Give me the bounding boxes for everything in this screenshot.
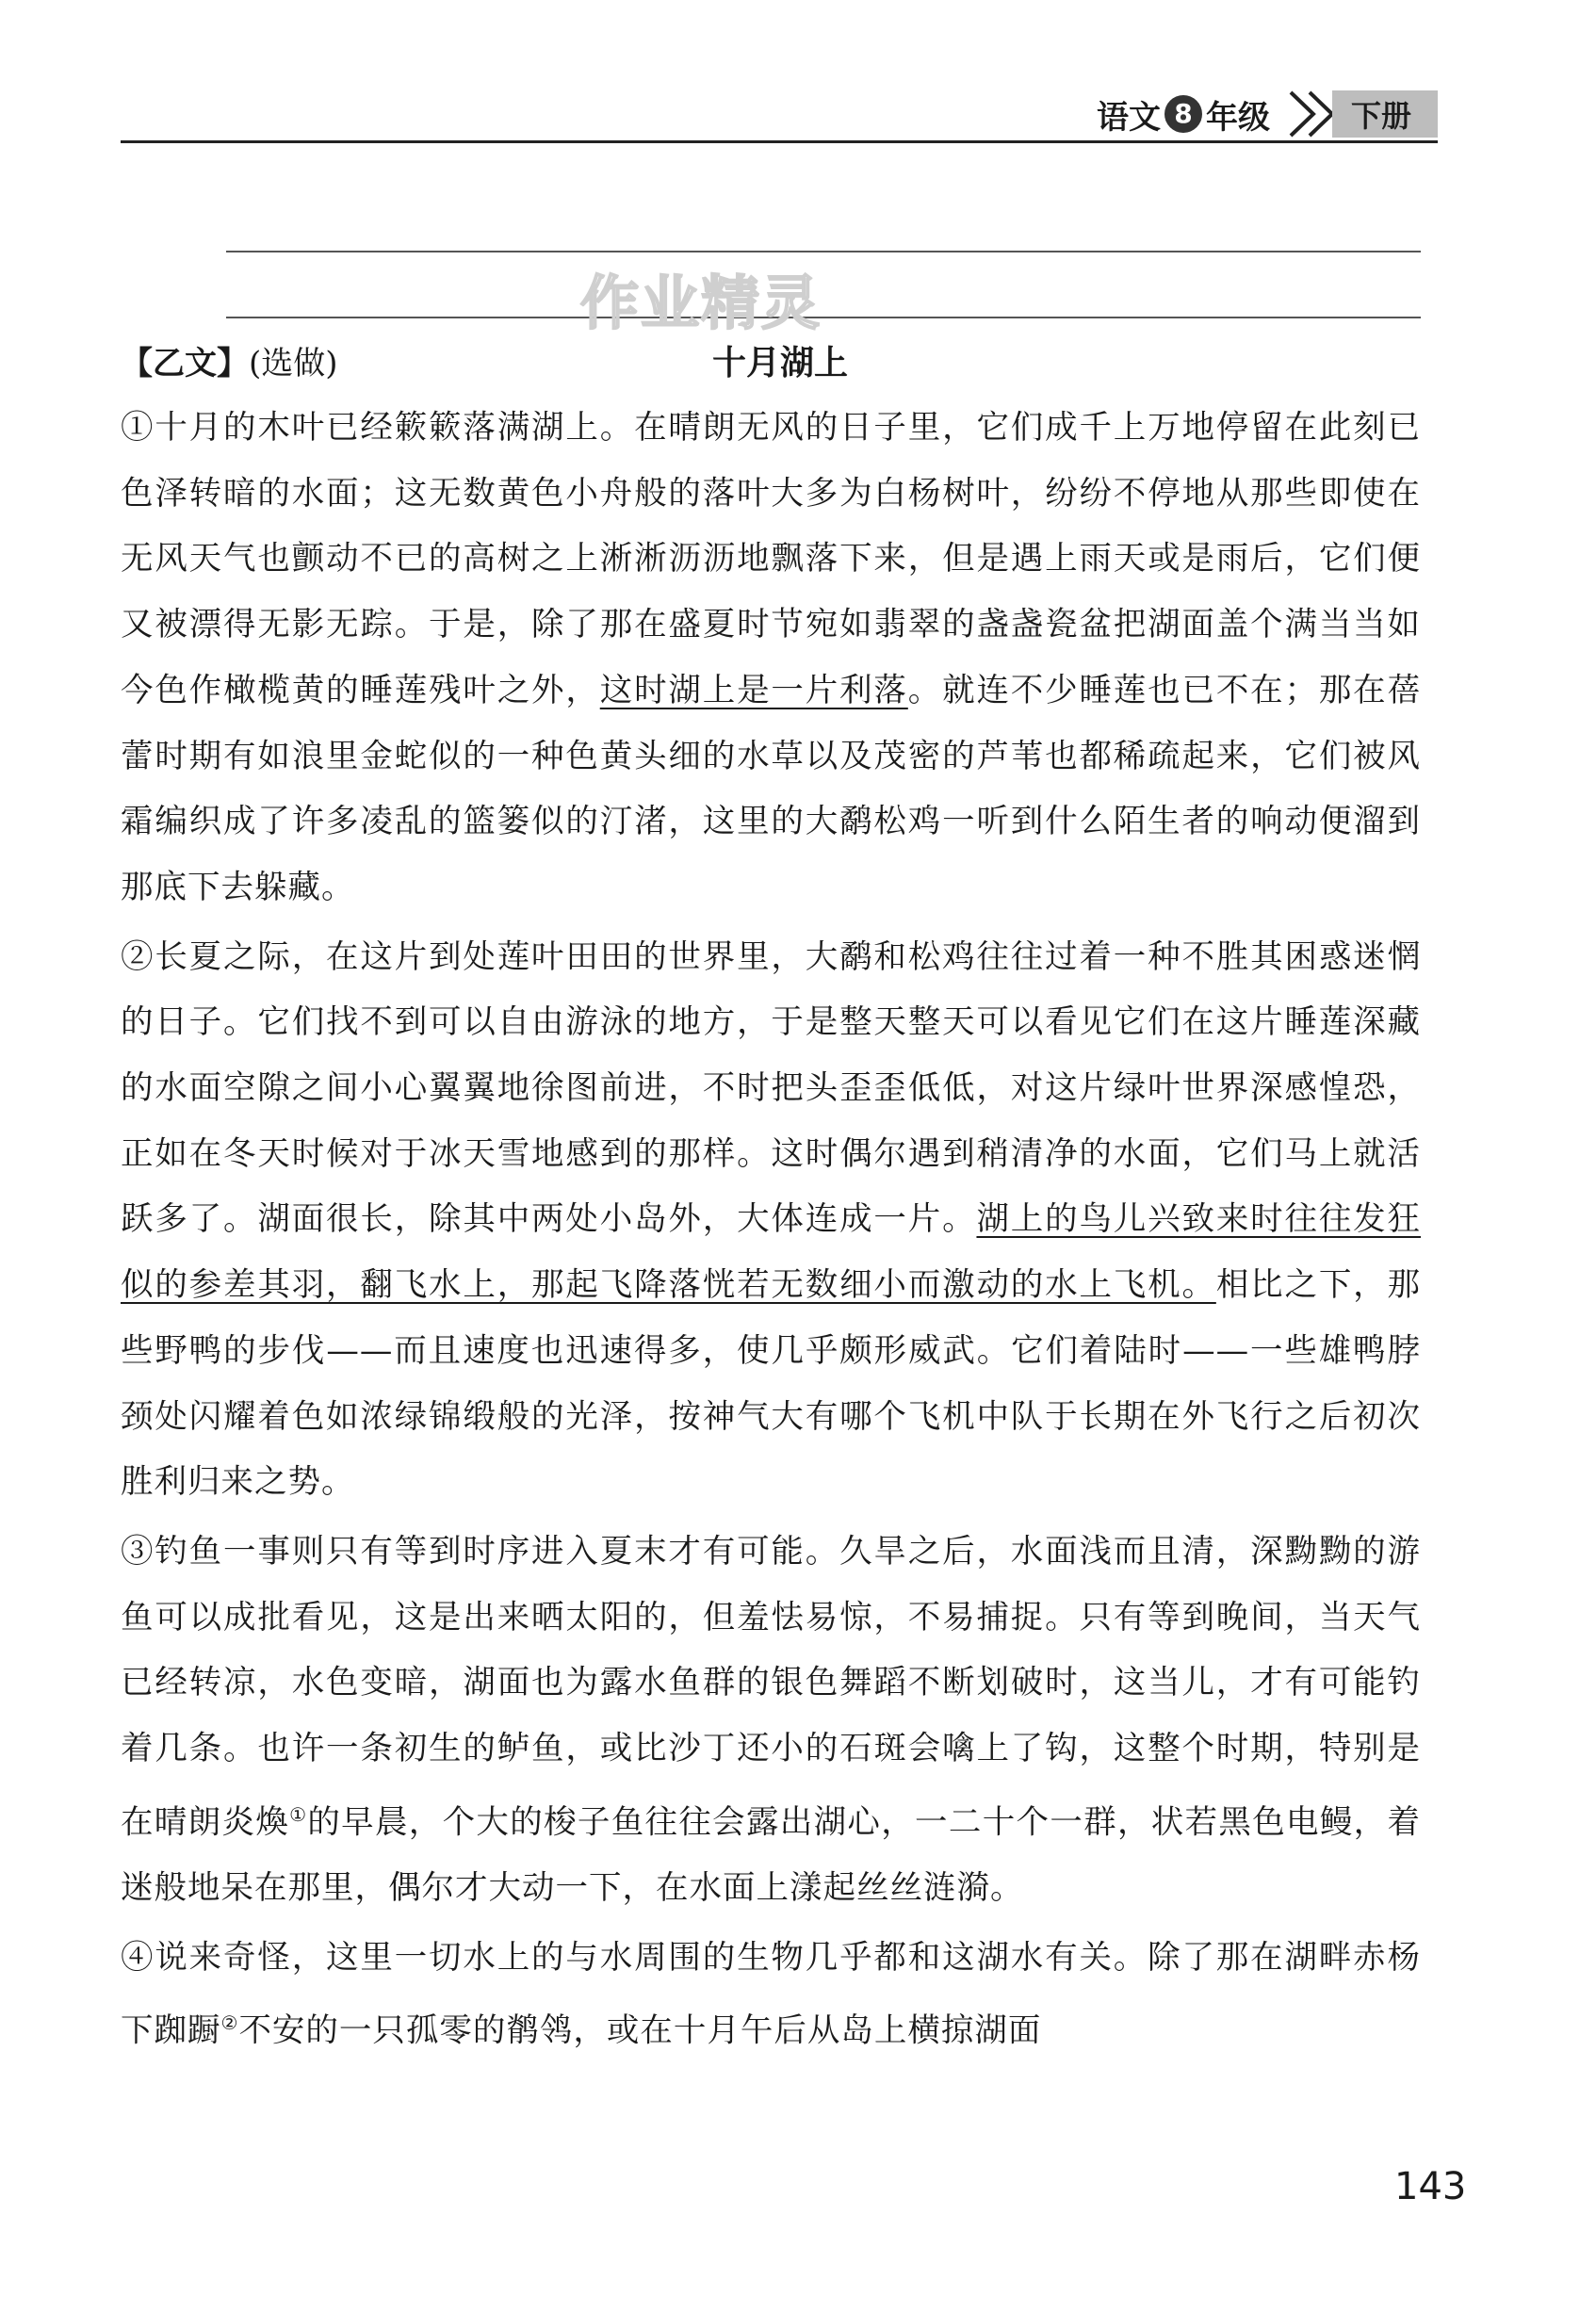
page-header — [121, 90, 1438, 143]
underlined-sentence: 这时湖上是一片利落 — [599, 671, 908, 709]
section-title-row — [121, 337, 1440, 394]
section-label-text: 乙文 — [153, 345, 217, 383]
answer-line — [226, 251, 1421, 252]
paragraph-3 — [121, 1520, 1421, 1922]
paragraph-text: ②长夏之际，在这片到处莲叶田田的世界里，大鹬和松鸡往往过着一种不胜其困惑迷惘的日子。它们找不到可以自由游泳的地方，于是整天整天可以看见它们在这片睡莲深藏的水面空隙之间小心翼翼地徐图前进，不时把头歪歪低低，对这片绿叶世界深感惶恐，正如在冬天时候对于冰天雪地感到的那样。这时偶尔遇到稍清净的水面，它们马上就活跃多了。湖面很长，除其中两处小岛外，大体连成一片。 — [121, 937, 1421, 1239]
paragraph-text: 不安的一只孤零的鹡鸰，或在十月午后从岛上横掠湖面 — [238, 2011, 1042, 2050]
paragraph-text: ③钓鱼一事则只有等到时序进入夏末才有可能。久旱之后，水面浅而且清，深黝黝的游鱼可以成批看见，这是出来晒太阳的，但羞怯易惊，不易捕捉。只有等到晚间，当天气已经转凉，水色变暗，湖面也为露水鱼群的银色舞蹈不断划破时，这当儿，才有可能钓着几条。也许一条初生的鲈鱼，或比沙丁还小的石斑会噙上了钩，这整个时期，特别是在晴朗炎煥 — [121, 1532, 1421, 1842]
article-title: 十月湖上 — [711, 344, 848, 383]
paragraph-text: 。就连不少睡莲也已不在；那在蓓蕾时期有如浪里金蛇似的一种色黄头细的水草以及茂密的芦苇也都稀疏起来，它们被风霜编织成了许多凌乱的篮篓似的汀渚，这里的大鹬松鸡一听到什么陌生者的响动便溜到那底下去躲藏。 — [121, 671, 1422, 906]
volume-tab: 下册 — [1332, 90, 1438, 138]
section-label: 【乙文】(选做) — [121, 345, 338, 383]
grade-badge: 8 — [1164, 95, 1202, 133]
article-body — [121, 396, 1421, 2069]
grade-label: 年级 — [1205, 98, 1270, 137]
footnote-marker: ② — [220, 2011, 239, 2035]
subject-label: 语文 — [1096, 98, 1161, 137]
paragraph-text: 相比之下，那些野鸭的步伐——而且速度也迅速得多，使几乎颇形威武。它们着陆时——一些雄鸭脖颈处闪耀着色如浓绿锦缎般的光泽，按神气大有哪个飞机中队于长期在外飞行之后初次胜利归来之势。 — [121, 1266, 1422, 1502]
paragraph-2 — [121, 925, 1421, 1516]
watermark: 作业精灵 — [580, 269, 822, 337]
header-rule — [121, 140, 1438, 143]
paragraph-text: ④说来奇怪，这里一切水上的与水周围的生物几乎都和这湖水有关。除了那在湖畔赤杨下踟蹰 — [121, 1938, 1421, 2050]
page-number: 143 — [1394, 2165, 1467, 2208]
paragraph-4 — [121, 1926, 1421, 2065]
paragraph-text: 的早晨，个大的梭子鱼往往会露出湖心，一二十个一群，状若黑色电鳗，着迷般地呆在那里，偶尔才大动一下，在水面上漾起丝丝涟漪。 — [121, 1803, 1421, 1907]
answer-line — [226, 317, 1421, 318]
paragraph-1 — [121, 396, 1421, 921]
underlined-sentence: 湖上的鸟儿兴致来时往往发狂似的参差其羽，翻飞水上，那起飞降落恍若无数细小而激动的水上飞机。 — [121, 1200, 1422, 1305]
header-book-info — [1097, 89, 1438, 139]
footnote-marker: ① — [289, 1802, 308, 1826]
section-note: (选做) — [249, 345, 338, 383]
paragraph-text: ①十月的木叶已经簌簌落满湖上。在晴朗无风的日子里，它们成千上万地停留在此刻已色泽转暗的水面；这无数黄色小舟般的落叶大多为白杨树叶，纷纷不停地从那些即使在无风天气也颤动不已的高树之上淅淅沥沥地飘落下来，但是遇上雨天或是雨后，它们便又被漂得无影无踪。于是，除了那在盛夏时节宛如翡翠的盏盏瓷盆把湖面盖个满当当如今色作橄榄黄的睡莲残叶之外， — [121, 409, 1421, 709]
